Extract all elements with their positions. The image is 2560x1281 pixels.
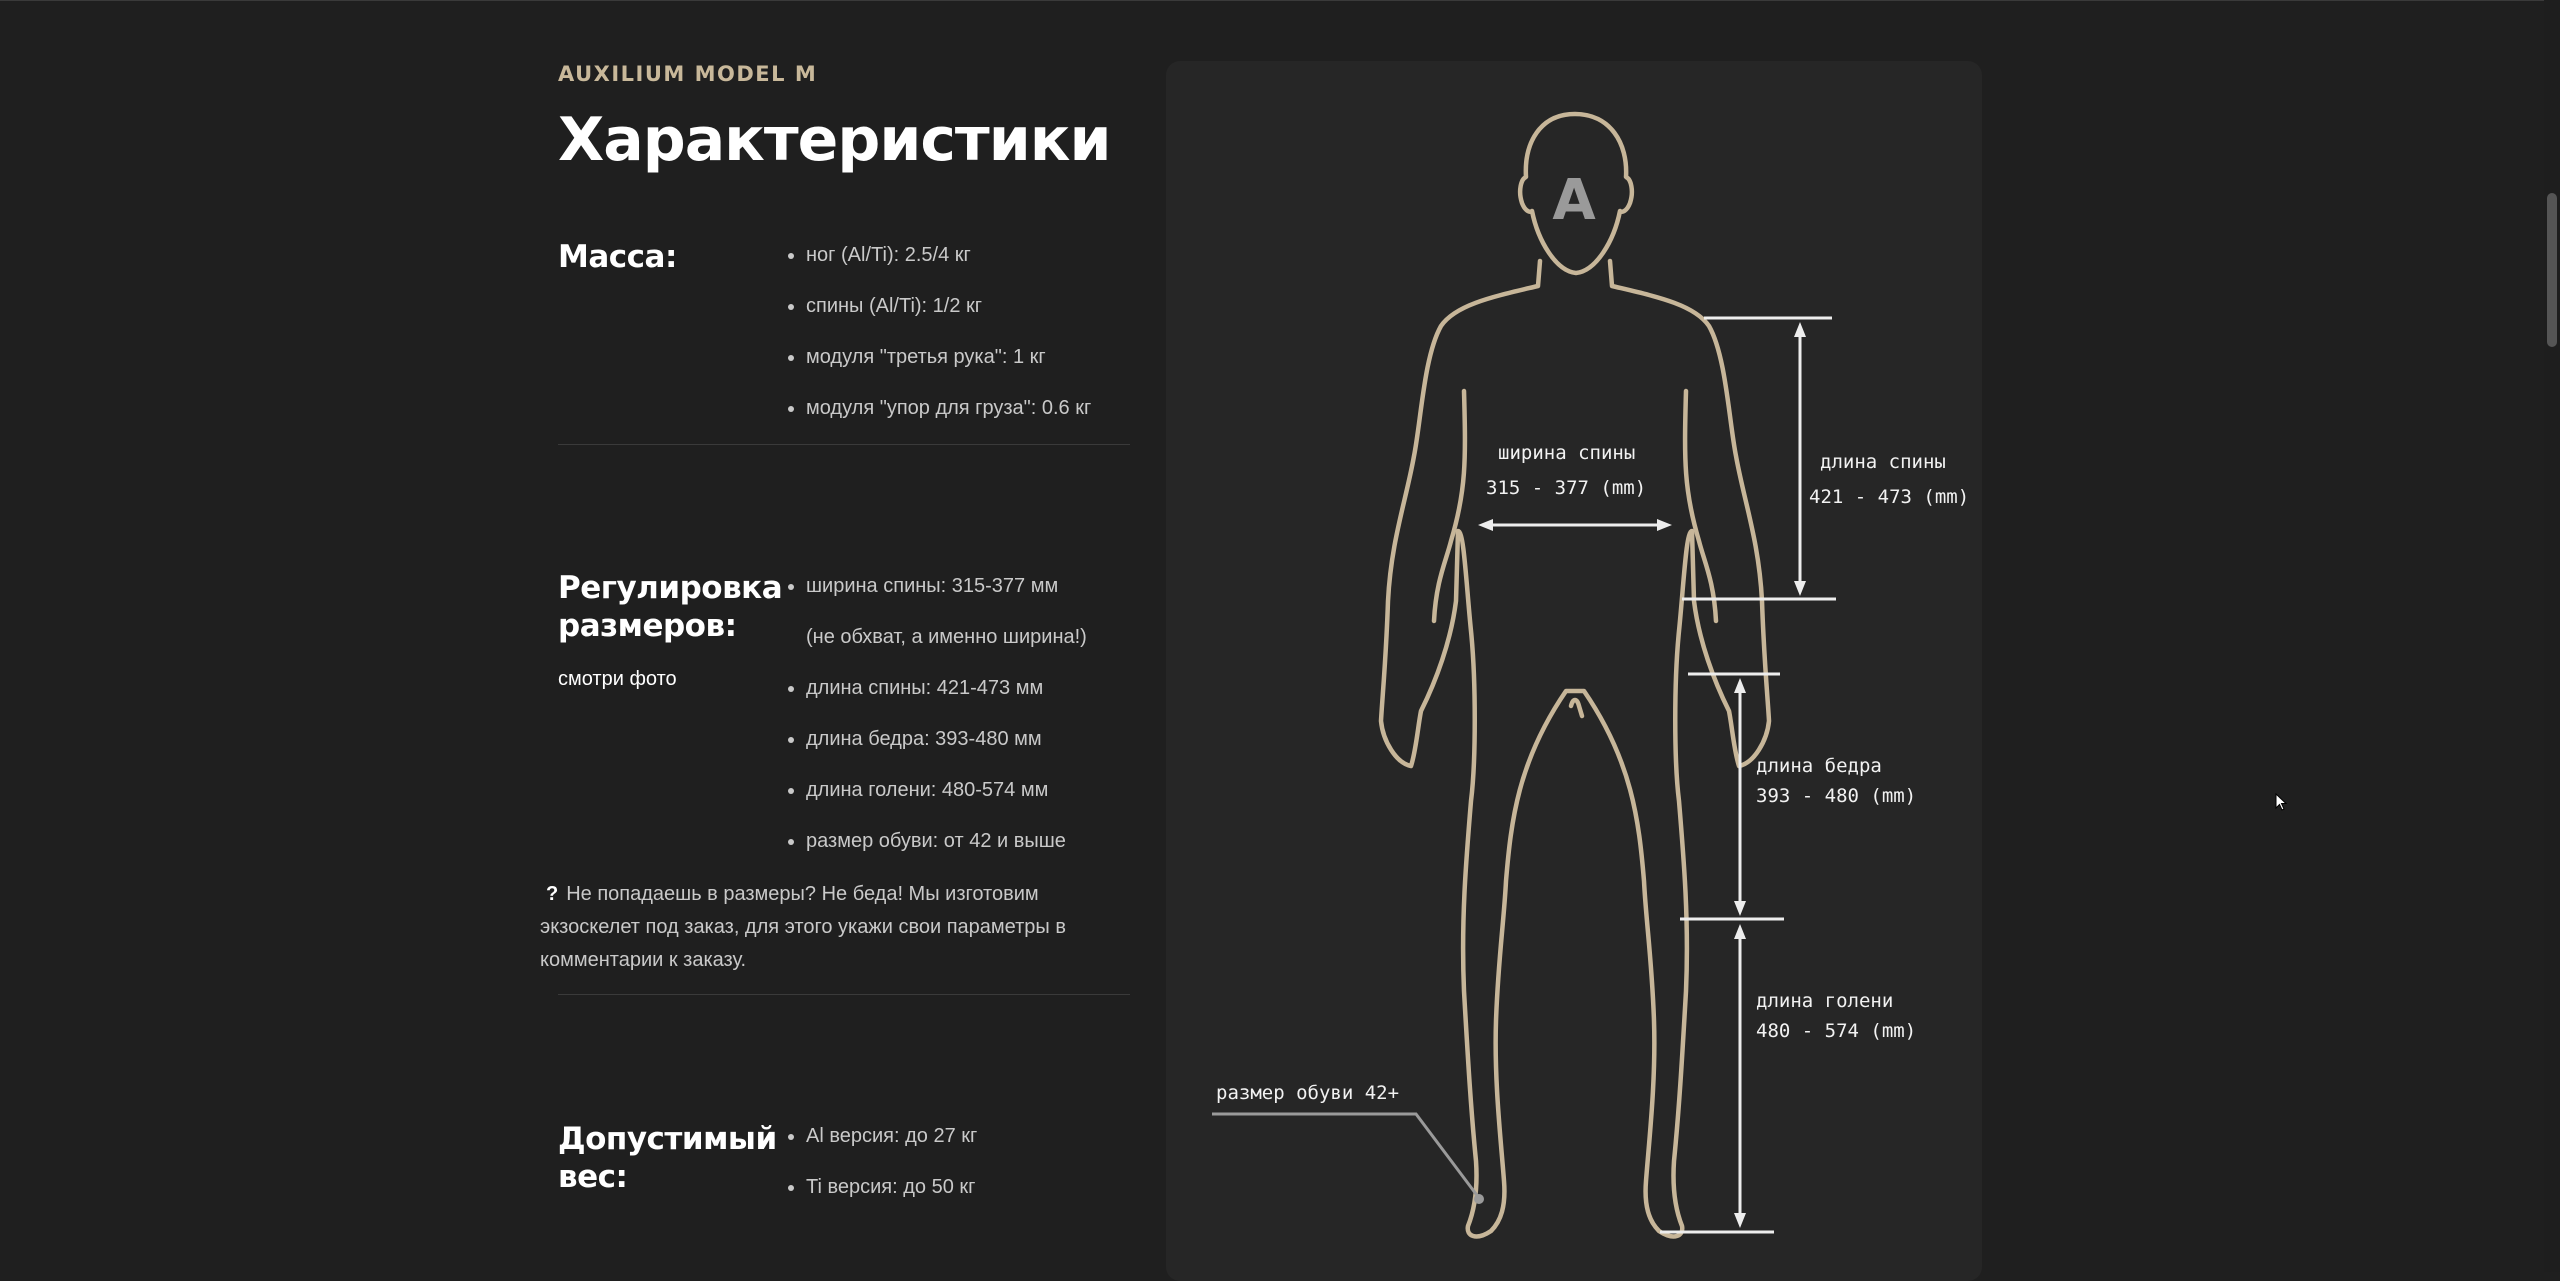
body-outline [1381,261,1769,1236]
shoe-size-label: размер обуви 42+ [1216,1082,1400,1104]
shoe-size-leader [1212,1114,1479,1198]
page-title: Характеристики [558,105,1111,175]
weight-title [558,1120,777,1196]
back-width-label: ширина спины [1498,442,1636,464]
arrow-head [1734,924,1746,939]
list-item: модуля "третья рука": 1 кг [786,332,1091,383]
back-length-label: длина спины [1820,451,1946,473]
custom-size-note [540,878,1140,977]
divider [558,444,1130,445]
sizes-title [558,569,782,645]
page-scrollbar[interactable] [2544,0,2560,1272]
top-border [0,0,2544,1]
mass-title: Масса: [558,239,677,275]
brand-label: AUXILIUM MODEL M [558,62,818,86]
thigh-length-label: длина бедра [1756,755,1882,777]
size-diagram [1166,61,1982,1281]
list-item: ширина спины: 315-377 мм [786,561,1087,612]
arrow-head [1734,1213,1746,1228]
shoe-size-dot [1474,1194,1484,1204]
divider [558,994,1130,995]
crotch-line [1571,700,1582,716]
list-item: размер обуви: от 42 и выше [786,816,1087,867]
arrow-head [1734,678,1746,693]
mass-list [786,230,1091,434]
mouse-cursor-icon [2275,793,2289,813]
list-item: Ti версия: до 50 кг [786,1162,977,1213]
question-icon: ? [546,883,559,905]
note-text: Не попадаешь в размеры? Не беда! Мы изготовим экзоскелет под заказ, для этого укажи свои параметры в комментарии к заказу. [540,883,1066,971]
sizes-list [786,561,1087,867]
sizes-subtitle: смотри фото [558,668,677,690]
list-item: длина бедра: 393-480 мм [786,714,1087,765]
list-item: спины (Al/Ti): 1/2 кг [786,281,1091,332]
back-length-value: 421 - 473 (mm) [1809,486,1970,508]
weight-title-line1: Допустимый [558,1121,777,1157]
inner-arm-right [1685,391,1716,621]
scrollbar-thumb[interactable] [2547,193,2557,347]
arrow-head [1657,519,1672,531]
list-item: ног (Al/Ti): 2.5/4 кг [786,230,1091,281]
weight-title-line2: вес: [558,1159,628,1195]
list-item: (не обхват, а именно ширина!) [806,626,1087,648]
arrow-head [1794,322,1806,337]
shin-length-label: длина голени [1756,990,1894,1012]
arrow-head [1734,901,1746,916]
list-item: длина спины: 421-473 мм [786,663,1087,714]
list-item: длина голени: 480-574 мм [786,765,1087,816]
sizes-title-line1: Регулировка [558,570,783,606]
list-item: модуля "упор для груза": 0.6 кг [786,383,1091,434]
thigh-length-value: 393 - 480 (mm) [1756,785,1917,807]
shin-length-value: 480 - 574 (mm) [1756,1020,1917,1042]
logo-mark: A [1552,168,1596,233]
back-width-value: 315 - 377 (mm) [1486,477,1647,499]
inner-arm-left [1434,391,1465,621]
weight-list [786,1111,977,1213]
sizes-title-line2: размеров: [558,608,737,644]
arrow-head [1794,581,1806,596]
arrow-head [1478,519,1493,531]
list-item: Al версия: до 27 кг [786,1111,977,1162]
